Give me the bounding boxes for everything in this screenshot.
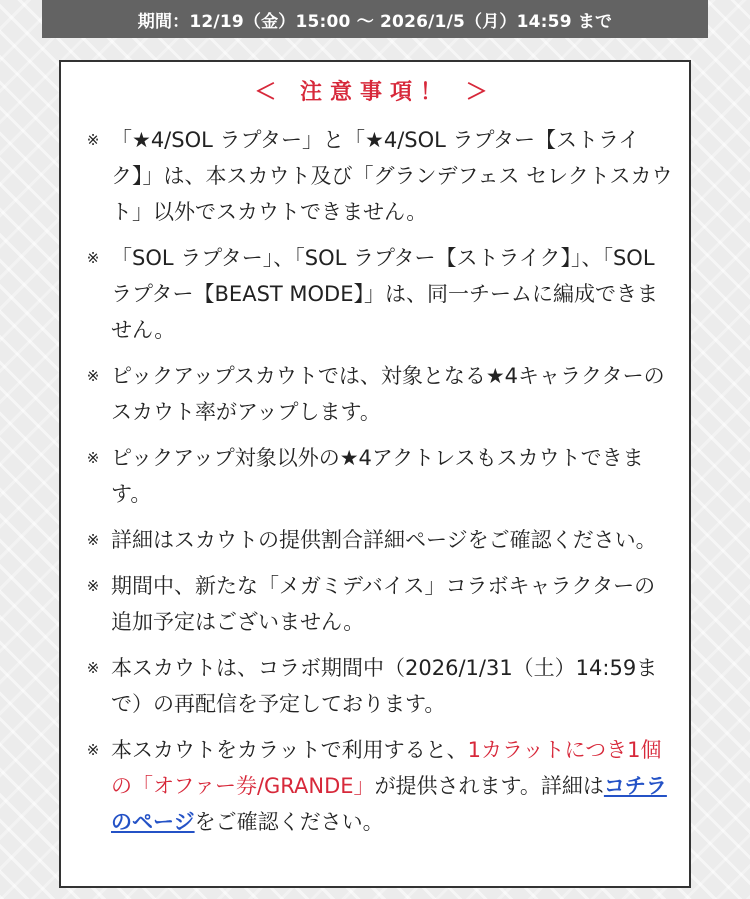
notice-item	[81, 240, 676, 348]
notice-item-text: 「★4/SOL ラプター」と「★4/SOL ラプター【ストライク】」は、本スカウト及び「グランデフェス セレクトスカウト」以外でスカウトできません。	[111, 128, 673, 224]
reference-mark-icon: ※	[86, 531, 100, 549]
notice-item	[81, 122, 676, 230]
offer-highlight-text: 1カラットにつき1個の「オファー券/GRANDE」	[111, 738, 662, 798]
reference-mark-icon: ※	[86, 131, 100, 149]
notice-item	[81, 522, 676, 558]
notice-item	[81, 358, 676, 430]
notice-list	[81, 122, 676, 850]
reference-mark-icon: ※	[86, 449, 100, 467]
notice-item-text: 詳細はスカウトの提供割合詳細ページをご確認ください。	[111, 528, 657, 552]
notice-item-text: 期間中、新たな「メガミデバイス」コラボキャラクターの追加予定はございません。	[111, 574, 656, 634]
period-banner	[42, 0, 708, 38]
period-text: 期間：12/19（金）15:00 〜 2026/1/5（月）14:59 まで	[137, 11, 613, 32]
notice-item-text: 本スカウトは、コラボ期間中（2026/1/31（土）14:59まで）の再配信を予定しております。	[111, 656, 658, 716]
reference-mark-icon: ※	[86, 659, 100, 677]
reference-mark-icon: ※	[86, 741, 100, 759]
notice-item-text: 「SOL ラプター」、「SOL ラプター【ストライク】」、「SOL ラプター【BEAST MODE】」は、同一チームに編成できません。	[111, 246, 658, 342]
notice-title: ＜ 注意事項！ ＞	[254, 80, 496, 105]
reference-mark-icon: ※	[86, 367, 100, 385]
notice-item	[81, 440, 676, 512]
notice-item-text: ピックアップ対象以外の★4アクトレスもスカウトできます。	[111, 446, 644, 506]
offer-text-end: をご確認ください。	[194, 810, 384, 834]
reference-mark-icon: ※	[86, 249, 100, 267]
reference-mark-icon: ※	[86, 577, 100, 595]
offer-text-after: が提供されます。詳細は	[374, 774, 604, 798]
offer-text-before: 本スカウトをカラットで利用すると、	[111, 738, 468, 762]
notice-item-text: ピックアップスカウトでは、対象となる★4キャラクターのスカウト率がアップします。	[111, 364, 665, 424]
notice-item	[81, 650, 676, 722]
details-page-link[interactable]: コチラのページ	[111, 774, 667, 834]
notice-item-offer	[81, 732, 676, 840]
notice-panel	[59, 60, 691, 888]
notice-item	[81, 568, 676, 640]
